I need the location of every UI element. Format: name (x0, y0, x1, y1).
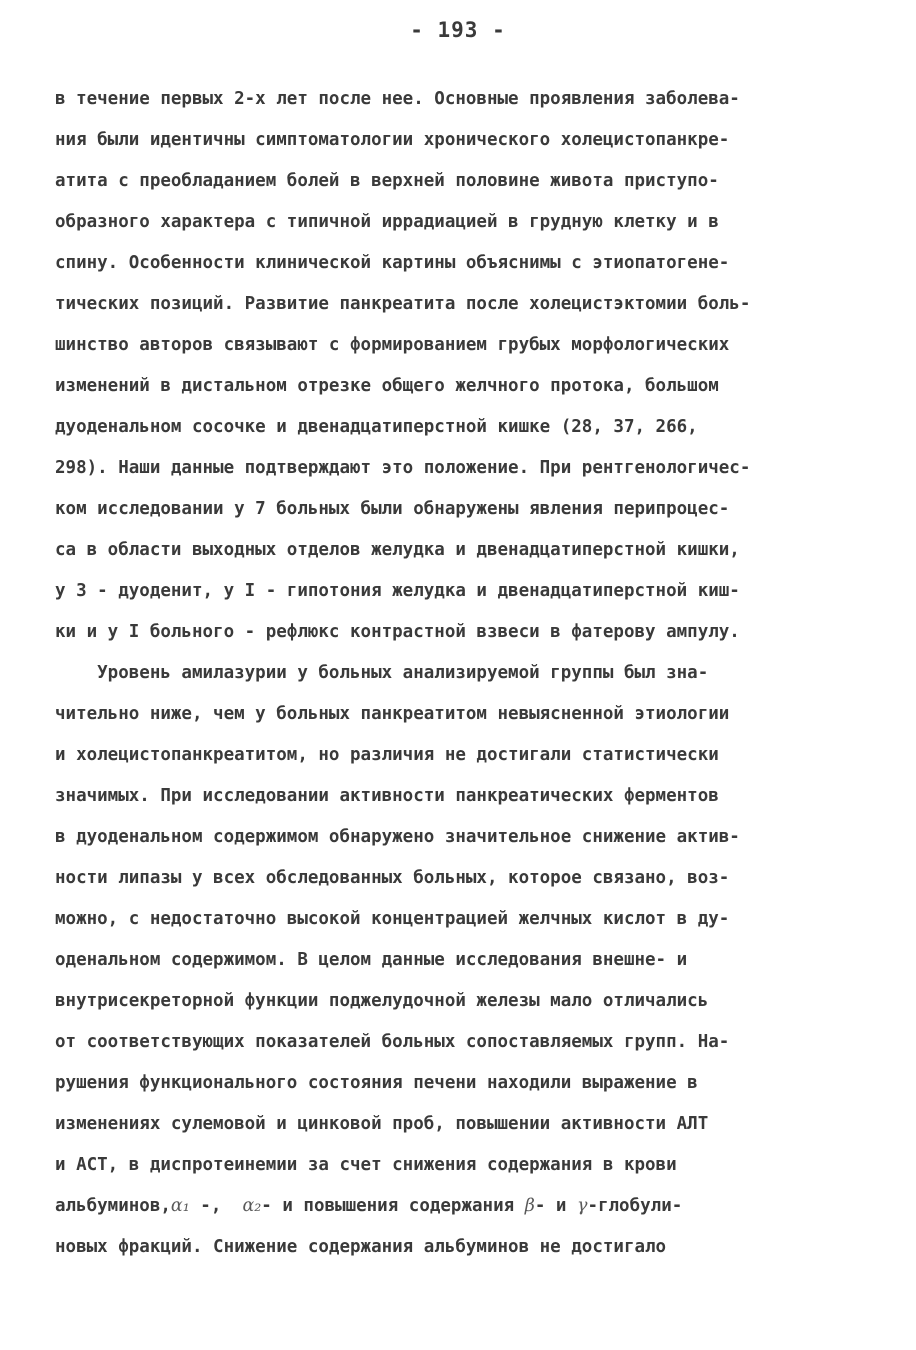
text-line: рушения функционального состояния печени находили выражение в (55, 1073, 698, 1093)
text-segment: -, (189, 1196, 243, 1216)
text-segment: - и (534, 1196, 577, 1216)
text-line: оденальном содержимом. В целом данные исследования внешне- и (55, 950, 688, 970)
text-line: ности липазы у всех обследованных больных, которое связано, воз- (55, 868, 730, 888)
text-line: значимых. При исследовании активности панкреатических ферментов (55, 786, 719, 806)
text-line-greek (55, 1194, 682, 1218)
greek-symbol: γ (576, 1196, 588, 1216)
text-line: изменениях сулемовой и цинковой проб, повышении активности АЛТ (55, 1114, 709, 1134)
text-segment: -глобули- (587, 1196, 683, 1216)
text-line: новых фракций. Снижение содержания альбуминов не достигало (55, 1237, 667, 1257)
text-line: чительно ниже, чем у больных панкреатитом невыясненной этиологии (55, 704, 730, 724)
text-line: 298). Наши данные подтверждают это положение. При рентгенологичес- (55, 458, 751, 478)
text-line: ком исследовании у 7 больных были обнаружены явления перипроцес- (55, 499, 730, 519)
text-line: можно, с недостаточно высокой концентрацией желчных кислот в ду- (55, 909, 730, 929)
text-line: спину. Особенности клинической картины объяснимы с этиопатогене- (55, 253, 730, 273)
text-line: ния были идентичны симптоматологии хронического холецистопанкре- (55, 130, 730, 150)
text-line: тических позиций. Развитие панкреатита после холецистэктомии боль- (55, 294, 751, 314)
text-line: у 3 - дуоденит, у I - гипотония желудка и двенадцатиперстной киш- (55, 581, 740, 601)
text-line: от соответствующих показателей больных сопоставляемых групп. На- (55, 1032, 730, 1052)
text-line: Уровень амилазурии у больных анализируемой группы был зна- (55, 663, 709, 683)
greek-symbol: α₂ (242, 1196, 262, 1216)
text-segment: - и повышения содержания (261, 1196, 525, 1216)
text-line: внутрисекреторной функции поджелудочной железы мало отличались (55, 991, 709, 1011)
text-line: атита с преобладанием болей в верхней половине живота приступо- (55, 171, 719, 191)
text-line: шинство авторов связывают с формированием грубых морфологических (55, 335, 730, 355)
text-line: са в области выходных отделов желудка и двенадцатиперстной кишки, (55, 540, 740, 560)
text-segment: альбуминов, (55, 1196, 171, 1216)
text-line: образного характера с типичной иррадиацией в грудную клетку и в (55, 212, 719, 232)
text-line: и холецистопанкреатитом, но различия не достигали статистически (55, 745, 719, 765)
greek-symbol: β (524, 1196, 535, 1216)
text-line: и АСТ, в диспротеинемии за счет снижения содержания в крови (55, 1155, 677, 1175)
greek-symbol: α₁ (170, 1196, 190, 1216)
text-line: в течение первых 2-х лет после нее. Основные проявления заболева- (55, 89, 740, 109)
text-line: дуоденальном сосочке и двенадцатиперстной кишке (28, 37, 266, (55, 417, 698, 437)
page-number: - 193 - (410, 18, 506, 42)
text-line: изменений в дистальном отрезке общего желчного протока, большом (55, 376, 719, 396)
text-line: в дуоденальном содержимом обнаружено значительное снижение актив- (55, 827, 740, 847)
text-line: ки и у I больного - рефлюкс контрастной взвеси в фатерову ампулу. (55, 622, 740, 642)
